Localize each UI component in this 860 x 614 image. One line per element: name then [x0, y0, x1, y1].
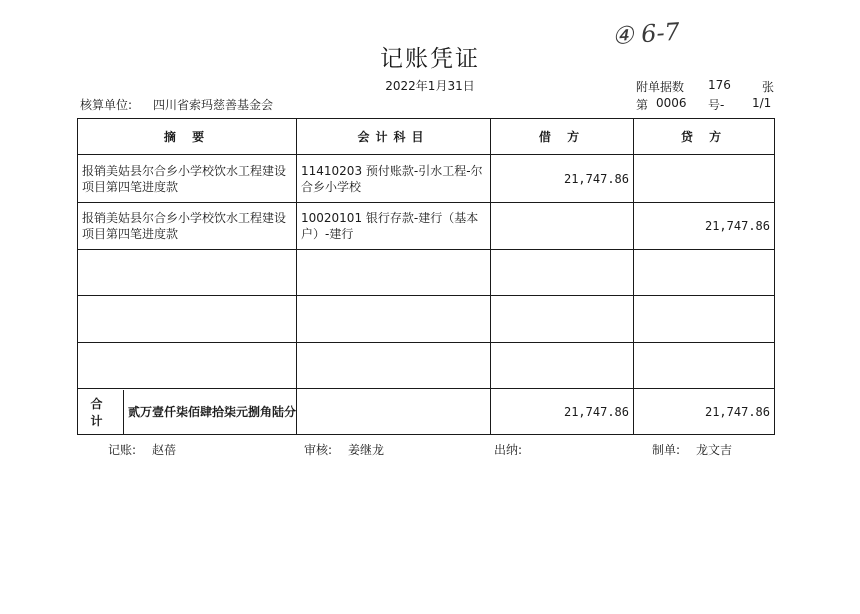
row-credit: [634, 296, 775, 343]
preparer-label: 制单:: [652, 443, 681, 457]
reviewer-name: 姜继龙: [348, 443, 385, 457]
row-summary: [78, 296, 297, 343]
bookkeeper-name: 赵蓓: [152, 443, 177, 457]
unit-label: 核算单位:: [80, 98, 133, 112]
cashier-label: 出纳:: [494, 443, 523, 457]
row-summary: 报销美姑县尔合乡小学校饮水工程建设项目第四笔进度款: [78, 155, 297, 203]
row-summary: 报销美姑县尔合乡小学校饮水工程建设项目第四笔进度款: [78, 203, 297, 250]
voucher-date: 2022年1月31日: [385, 79, 475, 93]
header-credit: 贷 方: [634, 119, 775, 155]
handwritten-note: ④ 6-7: [611, 17, 681, 51]
attach-label: 附单据数: [636, 80, 685, 94]
total-row: [78, 389, 775, 435]
table-header-row: [78, 119, 775, 155]
reviewer-label: 审核:: [304, 443, 333, 457]
row-debit: [491, 343, 634, 389]
bookkeeper-label: 记账:: [108, 443, 137, 457]
row-credit: [634, 155, 775, 203]
total-amount-words: 贰万壹仟柒佰肆拾柒元捌角陆分: [127, 405, 296, 419]
row-credit: [634, 250, 775, 296]
row-debit: 21,747.86: [491, 155, 634, 203]
row-account: [297, 296, 491, 343]
total-label: 合 计: [78, 390, 124, 434]
table-row: [78, 250, 775, 296]
row-credit: [634, 343, 775, 389]
row-debit: [491, 296, 634, 343]
table-row: [78, 203, 775, 250]
attach-count: 176: [708, 78, 731, 92]
voucher-table: [77, 118, 775, 435]
total-credit: 21,747.86: [634, 389, 775, 435]
row-account: 10020101 银行存款-建行（基本户）-建行: [297, 203, 491, 250]
row-account: [297, 250, 491, 296]
row-summary: [78, 250, 297, 296]
attach-unit: 张: [762, 80, 775, 94]
row-debit: [491, 250, 634, 296]
row-account: 11410203 预付账款-引水工程-尔合乡小学校: [297, 155, 491, 203]
voucher-no-suffix: 号-: [708, 98, 725, 112]
page-number: 1/1: [752, 96, 772, 110]
row-account: [297, 343, 491, 389]
voucher-title: 记账凭证: [380, 46, 480, 72]
table-row: [78, 155, 775, 203]
total-debit: 21,747.86: [491, 389, 634, 435]
header-debit: 借 方: [491, 119, 634, 155]
total-cell: [78, 389, 297, 435]
total-account-empty: [297, 389, 491, 435]
header-summary: 摘 要: [78, 119, 297, 155]
table-row: [78, 343, 775, 389]
header-account: 会计科目: [297, 119, 491, 155]
table-row: [78, 296, 775, 343]
row-credit: 21,747.86: [634, 203, 775, 250]
voucher-no: 0006: [656, 96, 687, 110]
row-summary: [78, 343, 297, 389]
preparer-name: 龙文吉: [696, 443, 733, 457]
unit-name: 四川省索玛慈善基金会: [153, 98, 274, 112]
row-debit: [491, 203, 634, 250]
voucher-no-label: 第: [636, 98, 649, 112]
